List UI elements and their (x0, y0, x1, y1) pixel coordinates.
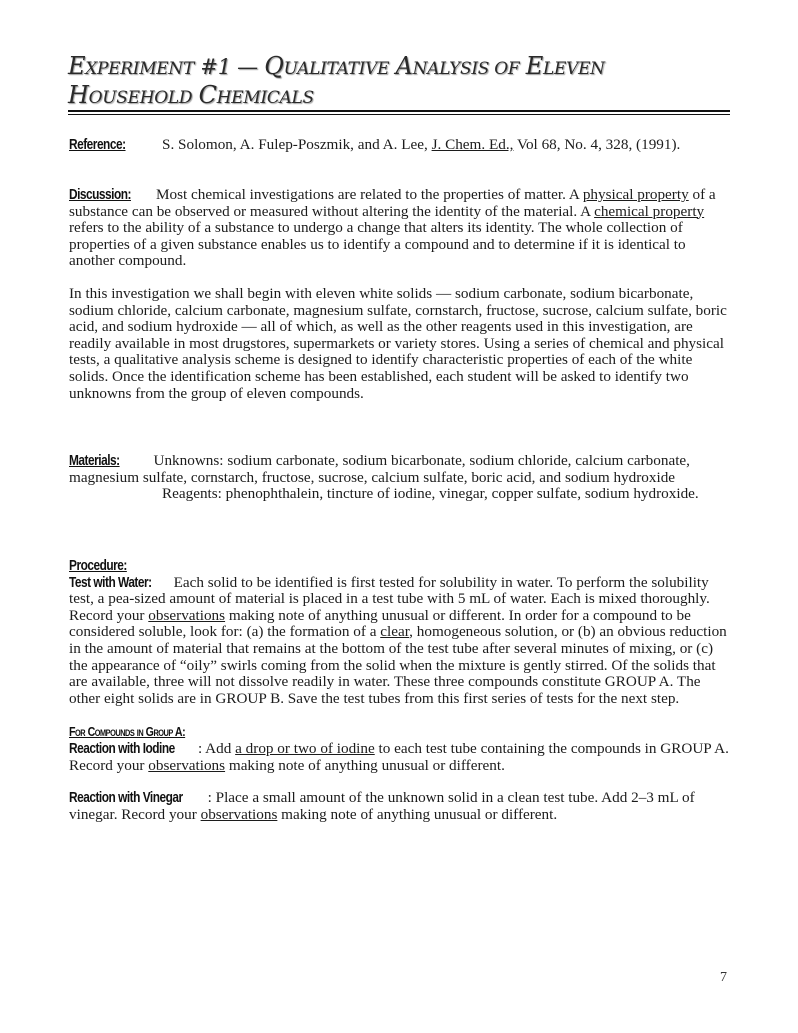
journal-name: J. Chem. Ed., (431, 136, 514, 153)
term-chemical-property: chemical property (594, 202, 705, 220)
group-a-heading: For Compounds in Group A: (69, 724, 186, 740)
iodine-paragraph: Reaction with Iodine : Add a drop or two of iodine to each test tube containing the compounds in GROUP A. Record your observations making note of anything unusual or different. (69, 739, 729, 774)
iodine-label: Reaction with Iodine (69, 740, 175, 757)
materials-section (69, 453, 731, 503)
test-with-water-label: Test with Water: (69, 574, 152, 591)
title-line-2: HOUSEHOLD CHEMICALS (68, 81, 314, 109)
discussion-paragraph-1: Discussion: Most chemical investigations are related to the properties of matter. A physical property of a substance can be observed or measured without altering the identity of the material. A chemical property refers to the ability of a substance to undergo a change that alters its identity. The whole collection of properties of a given substance enables us to identify a compound and to determine if it is identical to another compound. (69, 186, 716, 270)
vinegar-label: Reaction with Vinegar (69, 790, 183, 807)
iodine-drop-term: a drop or two of iodine (235, 739, 375, 757)
term-physical-property: physical property (582, 186, 689, 203)
page-title (68, 53, 738, 111)
page-number: 7 (720, 970, 727, 985)
reference-label: Reference: (69, 137, 126, 153)
observations-term: observations (148, 606, 226, 624)
reference-section (69, 137, 731, 154)
materials-unknowns: Materials: Unknowns: sodium carbonate, sodium bicarbonate, sodium chloride, calcium carbonate, magnesium sulfate, cornstarch, fructose, sucrose, calcium sulfate, boric acid, and sodium hydroxide (69, 452, 690, 486)
observations-term: observations (148, 756, 226, 774)
discussion-label: Discussion: (69, 187, 131, 203)
procedure-heading: Procedure: (69, 558, 127, 574)
vinegar-paragraph: Reaction with Vinegar : Place a small amount of the unknown solid in a clean test tube. Add 2–3 mL of vinegar. Record your observations making note of anything unusual or different. (69, 789, 695, 823)
discussion-paragraph-2: In this investigation we shall begin with eleven white solids — sodium carbonate, sodium bicarbonate, sodium chloride, calcium carbonate, magnesium sulfate, cornstarch, fructose, sucrose, calcium sulfate, boric acid, and sodium hydroxide — all of which, as well as the other reagents used in this investigation, are readily available in most drugstores, supermarkets or variety stores. Using a series of chemical and physical tests, a qualitative analysis scheme is designed to identify characteristic properties of each of the white solids. Once the identification scheme has been established, each student will be asked to identify two unknowns from the group of eleven compounds. (69, 284, 727, 402)
title-rule-thin (68, 114, 730, 115)
discussion-section (69, 187, 731, 402)
clear-term: clear (380, 623, 410, 641)
procedure-section (69, 558, 731, 823)
test-with-water-paragraph: Test with Water: Each solid to be identified is first tested for solubility in water. To perform the solubility test, a pea-sized amount of material is placed in a test tube with 5 mL of water. Each is mixed thoroughly. Record your observations making note of anything unusual or different. In order for a compound to be considered soluble, look for: (a) the formation of a clear, homogeneous solution, or (b) an obvious reduction in the amount of material that remains at the bottom of the test tube after several minutes of mixing, or (c) the appearance of “oily” swirls coming from the solid when the mixture is gently stirred. Of the solids that are available, three will not dissolve readily in water. These three compounds constitute GROUP A. The other eight solids are in GROUP B. Save the test tubes from this first series of tests for the next step. (69, 573, 727, 707)
title-line-1: EXPERIMENT #1 — QUALITATIVE ANALYSIS OF ELEVEN (68, 52, 605, 80)
title-rule-thick (68, 110, 730, 112)
materials-reagents: Reagents: phenophthalein, tincture of iodine, vinegar, copper sulfate, sodium hydroxide. (162, 485, 699, 503)
materials-label: Materials: (69, 453, 120, 469)
reference-text: S. Solomon, A. Fulep-Poszmik, and A. Lee, J. Chem. Ed., Vol 68, No. 4, 328, (1991). (162, 136, 681, 153)
observations-term: observations (200, 805, 278, 823)
